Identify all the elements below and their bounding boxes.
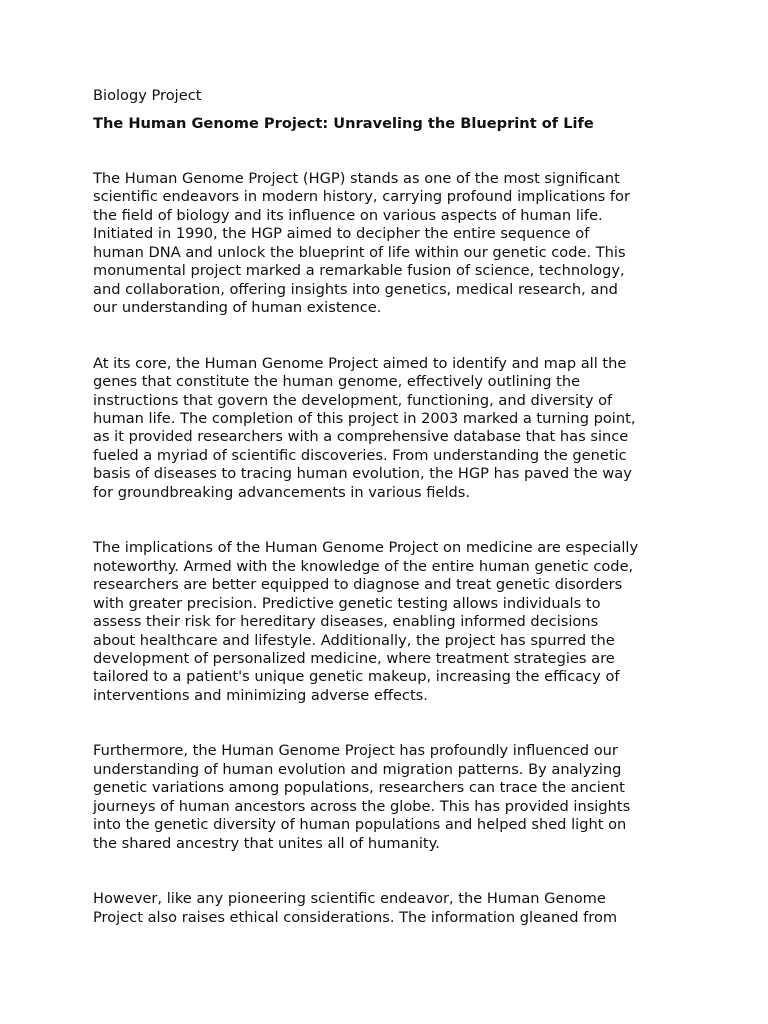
- paragraph-line: However, like any pioneering scientific endeavor, the Human Genome: [93, 890, 606, 908]
- paragraph-line: as it provided researchers with a comprehensive database that has since: [93, 428, 629, 446]
- paragraph-line: with greater precision. Predictive genetic testing allows individuals to: [93, 594, 601, 612]
- paragraph-line: genes that constitute the human genome, effectively outlining the: [93, 373, 581, 391]
- paragraph-line: interventions and minimizing adverse effects.: [93, 686, 428, 704]
- paragraph-3: [93, 539, 683, 705]
- paragraph-line: noteworthy. Armed with the knowledge of the entire human genetic code,: [93, 557, 634, 575]
- paragraph-2: [93, 355, 683, 503]
- paragraph-1: [93, 170, 683, 318]
- paragraph-line: Initiated in 1990, the HGP aimed to decipher the entire sequence of: [93, 225, 590, 243]
- paragraph-5: [93, 890, 683, 927]
- paragraph-line: our understanding of human existence.: [93, 299, 382, 317]
- paragraph-line: human DNA and unlock the blueprint of life within our genetic code. This: [93, 243, 626, 261]
- paragraph-line: Furthermore, the Human Genome Project has profoundly influenced our: [93, 742, 618, 760]
- paragraph-line: into the genetic diversity of human populations and helped shed light on: [93, 816, 627, 834]
- paragraph-line: The implications of the Human Genome Project on medicine are especially: [93, 539, 639, 557]
- paragraph-line: instructions that govern the development, functioning, and diversity of: [93, 391, 613, 409]
- document-title: The Human Genome Project: Unraveling the Blueprint of Life: [93, 115, 594, 132]
- paragraph-line: The Human Genome Project (HGP) stands as one of the most significant: [93, 170, 620, 187]
- paragraph-line: the shared ancestry that unites all of humanity.: [93, 834, 440, 852]
- paragraph-line: Project also raises ethical considerations. The information gleaned from: [93, 908, 618, 926]
- paragraph-line: basis of diseases to tracing human evolution, the HGP has paved the way: [93, 465, 632, 483]
- paragraph-line: and collaboration, offering insights into genetics, medical research, and: [93, 280, 618, 298]
- paragraph-line: about healthcare and lifestyle. Additionally, the project has spurred the: [93, 631, 615, 649]
- paragraph-line: human life. The completion of this project in 2003 marked a turning point,: [93, 409, 636, 427]
- paragraph-line: researchers are better equipped to diagnose and treat genetic disorders: [93, 576, 623, 594]
- paragraph-line: for groundbreaking advancements in various fields.: [93, 483, 471, 501]
- paragraph-4: [93, 742, 683, 853]
- paragraph-line: tailored to a patient's unique genetic makeup, increasing the efficacy of: [93, 668, 620, 686]
- document-page: [93, 86, 683, 964]
- paragraph-line: genetic variations among populations, researchers can trace the ancient: [93, 779, 625, 797]
- paragraph-line: development of personalized medicine, where treatment strategies are: [93, 649, 615, 667]
- paragraph-line: scientific endeavors in modern history, carrying profound implications for: [93, 188, 630, 206]
- paragraph-line: At its core, the Human Genome Project aimed to identify and map all the: [93, 354, 627, 372]
- paragraph-line: monumental project marked a remarkable fusion of science, technology,: [93, 262, 625, 280]
- paragraph-line: assess their risk for hereditary diseases, enabling informed decisions: [93, 613, 599, 631]
- paragraph-line: fueled a myriad of scientific discoveries. From understanding the genetic: [93, 446, 627, 464]
- paragraph-line: understanding of human evolution and migration patterns. By analyzing: [93, 760, 622, 778]
- document-label: Biology Project: [93, 87, 202, 104]
- paragraph-line: journeys of human ancestors across the globe. This has provided insights: [93, 797, 631, 815]
- paragraph-line: the field of biology and its influence on various aspects of human life.: [93, 206, 603, 224]
